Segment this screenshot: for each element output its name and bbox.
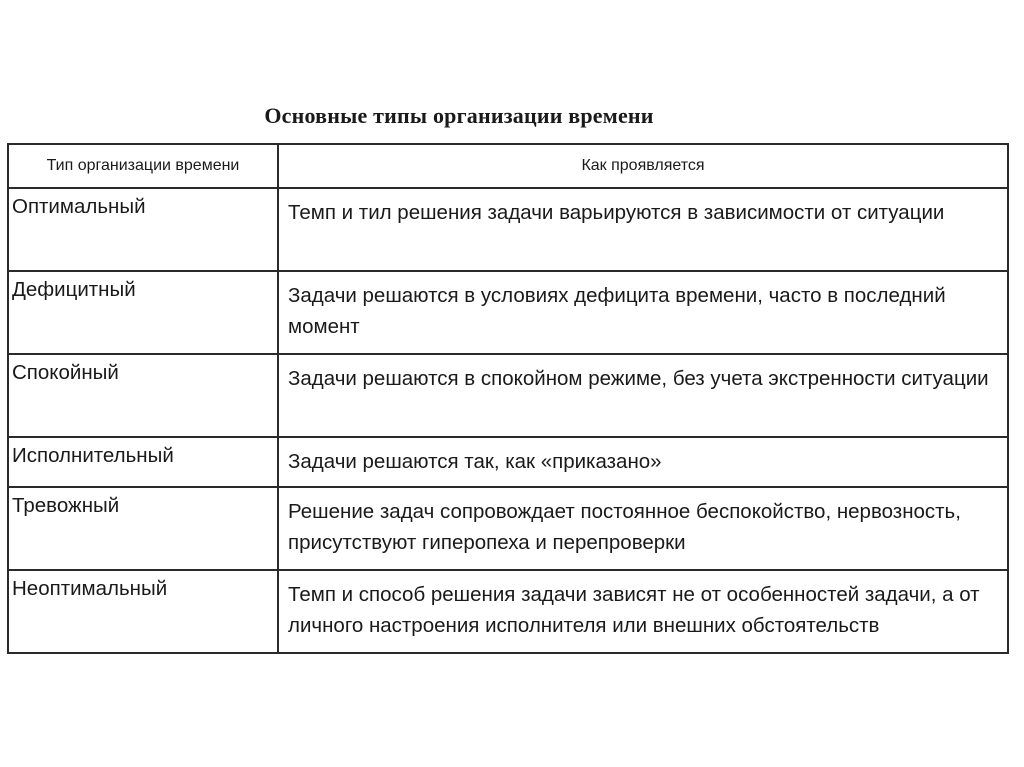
table-row	[8, 487, 1008, 570]
table-row	[8, 437, 1008, 487]
time-type-cell: Дефицитный	[8, 271, 278, 354]
time-type-cell: Неоптимальный	[8, 570, 278, 653]
manifestation-cell: Темп и способ решения задачи зависят не от особенностей задачи, а от личного настроения исполнителя или внешних обстоятельств	[278, 570, 1008, 653]
time-type-cell: Оптимальный	[8, 188, 278, 271]
manifestation-cell: Решение задач сопровождает постоянное беспокойство, нервозность, присутствуют гиперопеха и перепроверки	[278, 487, 1008, 570]
table-header	[8, 144, 1008, 188]
table-row	[8, 271, 1008, 354]
table-header-row	[8, 144, 1008, 188]
time-type-cell: Тревожный	[8, 487, 278, 570]
manifestation-cell: Задачи решаются в условиях дефицита времени, часто в последний момент	[278, 271, 1008, 354]
time-type-cell: Спокойный	[8, 354, 278, 437]
manifestation-cell: Задачи решаются в спокойном режиме, без учета экстренности ситуации	[278, 354, 1008, 437]
table-row	[8, 354, 1008, 437]
column-header-type: Тип организации времени	[8, 144, 278, 188]
manifestation-cell: Задачи решаются так, как «приказано»	[278, 437, 1008, 487]
table-body	[8, 188, 1008, 653]
time-type-cell: Исполнительный	[8, 437, 278, 487]
time-organization-table	[7, 143, 1009, 654]
document-title-text: Основные типы организации времени	[264, 103, 654, 128]
manifestation-cell: Темп и тил решения задачи варьируются в зависимости от ситуации	[278, 188, 1008, 271]
document-title	[0, 103, 1024, 129]
table-row	[8, 188, 1008, 271]
column-header-manifestation: Как проявляется	[278, 144, 1008, 188]
table-row	[8, 570, 1008, 653]
